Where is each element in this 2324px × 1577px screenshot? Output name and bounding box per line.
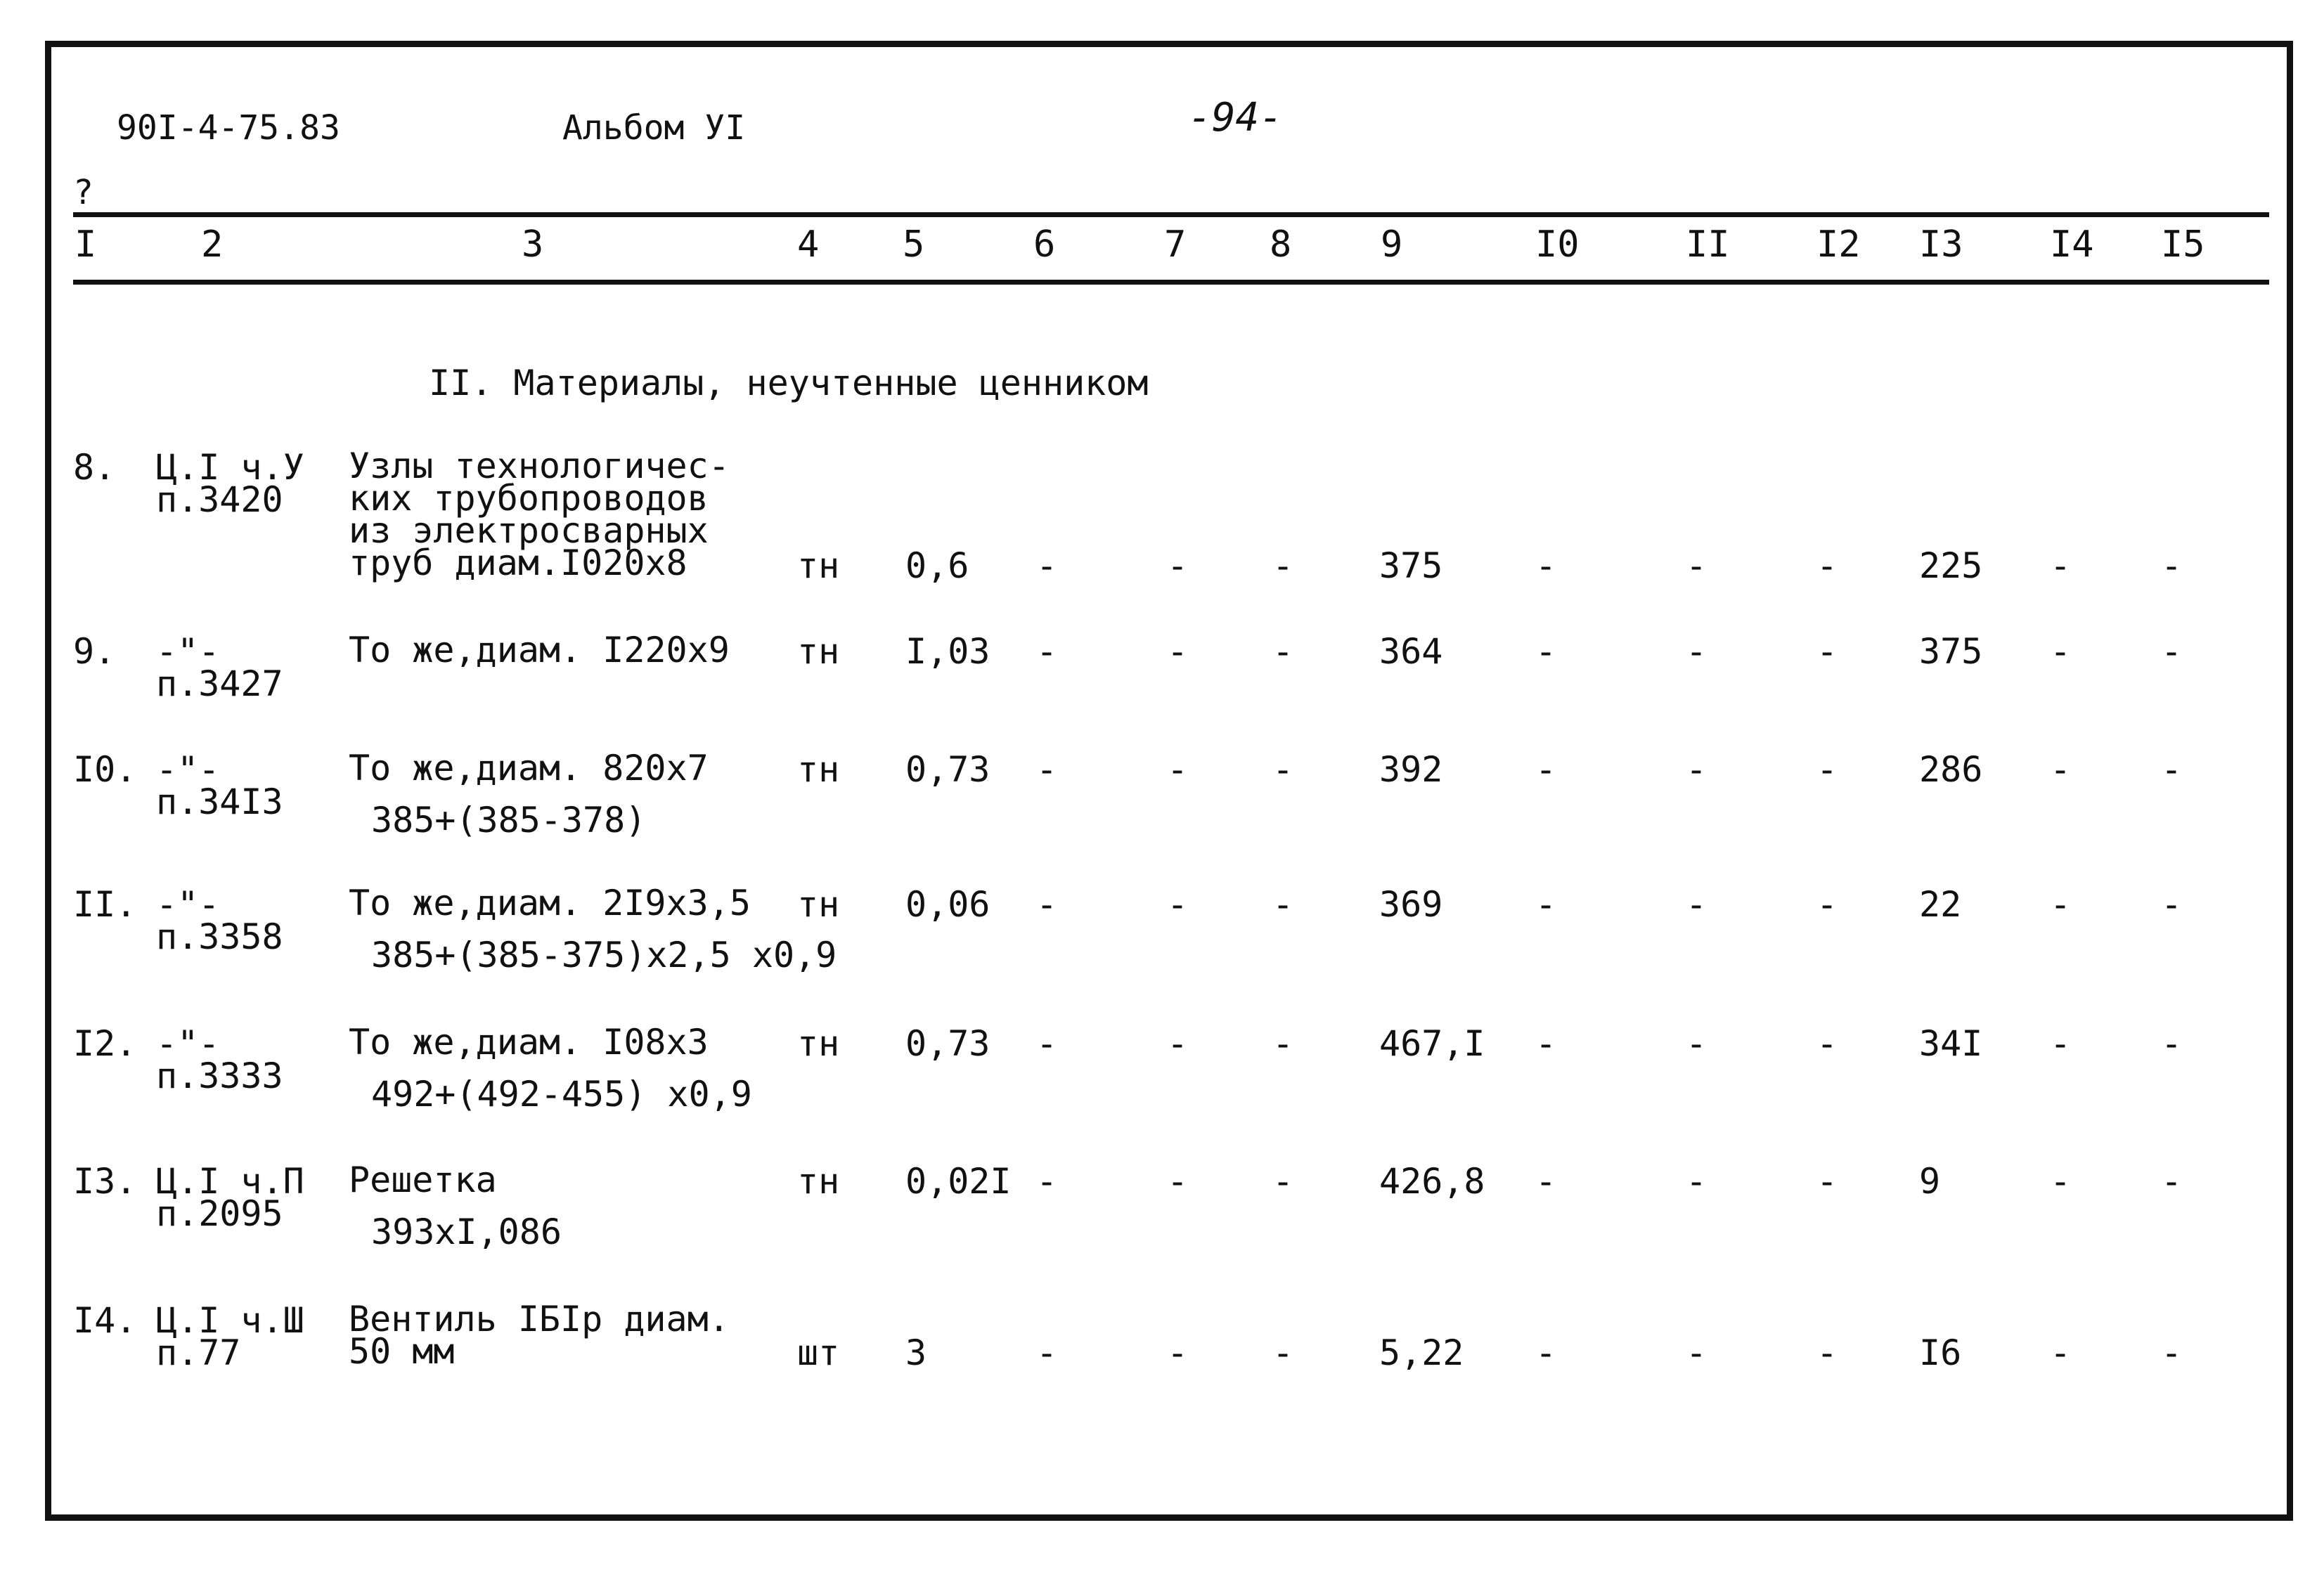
col-14-header: I4 xyxy=(2050,223,2094,266)
col-12-header: I2 xyxy=(1816,223,1861,266)
col8-cell: - xyxy=(1272,631,1294,672)
row-number: II. xyxy=(73,884,137,925)
col14-cell: - xyxy=(2050,884,2072,925)
col-2-header: 2 xyxy=(201,223,224,266)
col14-cell: - xyxy=(2050,631,2072,672)
document-code: 90I-4-75.83 xyxy=(117,108,340,148)
unit-cell: тн xyxy=(797,545,840,586)
col11-cell: - xyxy=(1686,545,1708,586)
col10-cell: - xyxy=(1535,1332,1557,1373)
price-calculation: 385+(385-378) xyxy=(371,800,647,841)
col11-cell: - xyxy=(1686,749,1708,790)
album-label: Альбом УI xyxy=(562,108,746,148)
total-cell: 9 xyxy=(1919,1161,1941,1202)
col15-cell: - xyxy=(2161,884,2183,925)
price-cell: 426,8 xyxy=(1379,1161,1485,1202)
unit-cell: шт xyxy=(797,1332,840,1373)
total-cell: 22 xyxy=(1919,884,1962,925)
price-cell: 364 xyxy=(1379,631,1443,672)
col8-cell: - xyxy=(1272,884,1294,925)
col-7-header: 7 xyxy=(1164,223,1187,266)
col10-cell: - xyxy=(1535,1023,1557,1064)
unit-cell: тн xyxy=(797,1161,840,1202)
quantity-cell: 0,6 xyxy=(905,545,969,586)
col15-cell: - xyxy=(2161,1161,2183,1202)
corner-mark: ? xyxy=(73,173,93,212)
price-calculation: 492+(492-455) x0,9 xyxy=(371,1074,752,1115)
price-cell: 467,I xyxy=(1379,1023,1485,1064)
unit-cell: тн xyxy=(797,631,840,672)
col10-cell: - xyxy=(1535,631,1557,672)
row-number: I3. xyxy=(73,1161,137,1202)
col6-cell: - xyxy=(1036,631,1058,672)
col7-cell: - xyxy=(1167,884,1189,925)
col-9-header: 9 xyxy=(1381,223,1403,266)
row-number: 9. xyxy=(73,631,116,672)
col6-cell: - xyxy=(1036,545,1058,586)
col12-cell: - xyxy=(1816,1332,1838,1373)
col6-cell: - xyxy=(1036,749,1058,790)
col8-cell: - xyxy=(1272,545,1294,586)
col7-cell: - xyxy=(1167,749,1189,790)
price-reference: Ц.I ч.Ш xyxy=(156,1300,304,1341)
item-description: То же,диам. 820x7 xyxy=(349,748,709,788)
price-reference: Ц.I ч.П xyxy=(156,1161,304,1202)
col14-cell: - xyxy=(2050,749,2072,790)
price-item: п.77 xyxy=(156,1332,241,1373)
col8-cell: - xyxy=(1272,749,1294,790)
price-item: п.2095 xyxy=(156,1193,283,1234)
col12-cell: - xyxy=(1816,631,1838,672)
price-reference: -"- xyxy=(156,749,220,790)
col-8-header: 8 xyxy=(1270,223,1292,266)
price-reference: -"- xyxy=(156,1023,220,1064)
item-description: Вентиль IБIр диам. 50 мм xyxy=(349,1299,730,1372)
col10-cell: - xyxy=(1535,884,1557,925)
row-number: I2. xyxy=(73,1023,137,1064)
quantity-cell: 3 xyxy=(905,1332,927,1373)
col8-cell: - xyxy=(1272,1023,1294,1064)
col11-cell: - xyxy=(1686,1161,1708,1202)
col12-cell: - xyxy=(1816,545,1838,586)
total-cell: 225 xyxy=(1919,545,1983,586)
col6-cell: - xyxy=(1036,1332,1058,1373)
section-title: II. Материалы, неучтенные ценником xyxy=(429,363,1149,403)
col7-cell: - xyxy=(1167,631,1189,672)
quantity-cell: 0,02I xyxy=(905,1161,1012,1202)
total-cell: 375 xyxy=(1919,631,1983,672)
col10-cell: - xyxy=(1535,545,1557,586)
col15-cell: - xyxy=(2161,1332,2183,1373)
total-cell: I6 xyxy=(1919,1332,1962,1373)
price-calculation: 393xI,086 xyxy=(371,1212,562,1252)
col14-cell: - xyxy=(2050,1023,2072,1064)
quantity-cell: 0,06 xyxy=(905,884,990,925)
item-description: То же,диам. I220x9 xyxy=(349,630,730,670)
quantity-cell: 0,73 xyxy=(905,1023,990,1064)
col-3-header: 3 xyxy=(522,223,544,266)
col-4-header: 4 xyxy=(797,223,820,266)
unit-cell: тн xyxy=(797,749,840,790)
col-10-header: I0 xyxy=(1535,223,1580,266)
price-item: п.3358 xyxy=(156,916,283,957)
col12-cell: - xyxy=(1816,884,1838,925)
col14-cell: - xyxy=(2050,1332,2072,1373)
col12-cell: - xyxy=(1816,1161,1838,1202)
total-cell: 286 xyxy=(1919,749,1983,790)
col14-cell: - xyxy=(2050,545,2072,586)
col11-cell: - xyxy=(1686,631,1708,672)
col-5-header: 5 xyxy=(903,223,925,266)
item-description: Узлы технологичес- ких трубопроводов из электросварных труб диам.I020x8 xyxy=(349,446,730,583)
price-item: п.3427 xyxy=(156,663,283,704)
price-item: п.3420 xyxy=(156,479,283,520)
unit-cell: тн xyxy=(797,1023,840,1064)
price-cell: 375 xyxy=(1379,545,1443,586)
col-15-header: I5 xyxy=(2161,223,2205,266)
price-cell: 392 xyxy=(1379,749,1443,790)
row-number: I4. xyxy=(73,1300,137,1341)
col7-cell: - xyxy=(1167,545,1189,586)
col6-cell: - xyxy=(1036,1023,1058,1064)
unit-cell: тн xyxy=(797,884,840,925)
col11-cell: - xyxy=(1686,1023,1708,1064)
col6-cell: - xyxy=(1036,1161,1058,1202)
price-reference: Ц.I ч.У xyxy=(156,447,304,488)
col8-cell: - xyxy=(1272,1161,1294,1202)
col8-cell: - xyxy=(1272,1332,1294,1373)
total-cell: 34I xyxy=(1919,1023,1983,1064)
price-reference: -"- xyxy=(156,884,220,925)
col14-cell: - xyxy=(2050,1161,2072,1202)
col7-cell: - xyxy=(1167,1161,1189,1202)
header-top-rule xyxy=(73,212,2269,217)
col-6-header: 6 xyxy=(1033,223,1056,266)
col15-cell: - xyxy=(2161,631,2183,672)
col12-cell: - xyxy=(1816,1023,1838,1064)
col7-cell: - xyxy=(1167,1332,1189,1373)
col-1-header: I xyxy=(75,223,97,266)
col15-cell: - xyxy=(2161,545,2183,586)
item-description: То же,диам. I08x3 xyxy=(349,1022,709,1063)
col7-cell: - xyxy=(1167,1023,1189,1064)
col-13-header: I3 xyxy=(1919,223,1963,266)
price-calculation: 385+(385-375)x2,5 x0,9 xyxy=(371,935,837,975)
col11-cell: - xyxy=(1686,1332,1708,1373)
col11-cell: - xyxy=(1686,884,1708,925)
header-bottom-rule xyxy=(73,280,2269,285)
col10-cell: - xyxy=(1535,749,1557,790)
row-number: I0. xyxy=(73,749,137,790)
col6-cell: - xyxy=(1036,884,1058,925)
item-description: То же,диам. 2I9x3,5 xyxy=(349,883,751,923)
row-number: 8. xyxy=(73,447,116,488)
page-number: -94- xyxy=(1188,95,1283,141)
price-reference: -"- xyxy=(156,631,220,672)
quantity-cell: 0,73 xyxy=(905,749,990,790)
col10-cell: - xyxy=(1535,1161,1557,1202)
col15-cell: - xyxy=(2161,1023,2183,1064)
price-item: п.34I3 xyxy=(156,781,283,822)
col-11-header: II xyxy=(1686,223,1730,266)
item-description: Решетка xyxy=(349,1160,497,1200)
col12-cell: - xyxy=(1816,749,1838,790)
price-item: п.3333 xyxy=(156,1056,283,1096)
price-cell: 5,22 xyxy=(1379,1332,1464,1373)
price-cell: 369 xyxy=(1379,884,1443,925)
col15-cell: - xyxy=(2161,749,2183,790)
quantity-cell: I,03 xyxy=(905,631,990,672)
